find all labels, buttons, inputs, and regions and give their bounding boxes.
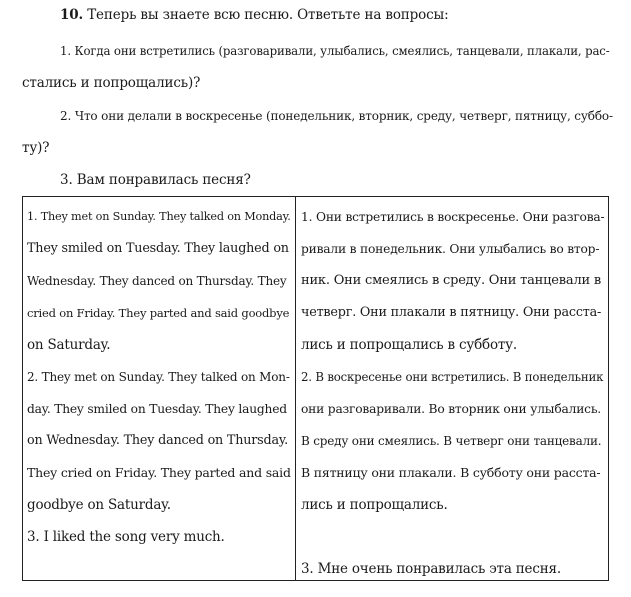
left-line: goodbye on Saturday. [27, 497, 171, 513]
question-1-line-1: 1. Когда они встретились (разговаривали, улыбались, смеялись, танцевали, плакали, рас- [60, 44, 610, 58]
left-line: on Wednesday. They danced on Thursday. [27, 433, 289, 448]
right-line: лись и попрощались. [301, 497, 448, 513]
left-line: 2. They met on Sunday. They talked on Mon- [27, 370, 290, 384]
answer-table [22, 196, 609, 581]
exercise-number: 10. [60, 7, 84, 23]
right-line: ник. Они смеялись в среду. Они танцевали в [301, 273, 602, 288]
exercise-heading [60, 6, 449, 24]
right-line: ривали в понедельник. Они улыбались во втор- [301, 242, 600, 256]
left-line: Wednesday. They danced on Thursday. They [27, 274, 287, 288]
right-line: 1. Они встретились в воскресенье. Они разгова- [301, 210, 605, 224]
right-line: четверг. Они плакали в пятницу. Они расста- [301, 305, 602, 320]
left-line: They cried on Friday. They parted and said [27, 465, 291, 480]
left-line: 3. I liked the song very much. [27, 529, 225, 545]
left-line: day. They smiled on Tuesday. They laughed [27, 402, 287, 416]
left-line: cried on Friday. They parted and said goodbye [27, 306, 290, 320]
left-line: on Saturday. [27, 337, 111, 353]
question-3: 3. Вам понравилась песня? [60, 172, 251, 188]
left-line: 1. They met on Sunday. They talked on Monday. [27, 210, 291, 223]
question-1-line-2: стались и попрощались)? [22, 75, 201, 91]
right-line: 2. В воскресенье они встретились. В понедельник [301, 370, 604, 384]
question-2-line-1: 2. Что они делали в воскресенье (понедельник, вторник, среду, четверг, пятницу, суббо- [60, 109, 613, 123]
right-line: лись и попрощались в субботу. [301, 337, 518, 353]
right-line: В среду они смеялись. В четверг они танцевали. [301, 434, 602, 448]
right-line: В пятницу они плакали. В субботу они расста- [301, 465, 601, 480]
right-line: они разговаривали. Во вторник они улыбались. [301, 402, 601, 416]
question-2-line-2: ту)? [22, 140, 50, 156]
left-line: They smiled on Tuesday. They laughed on [27, 241, 289, 256]
right-line: 3. Мне очень понравилась эта песня. [301, 561, 561, 577]
exercise-title: Теперь вы знаете всю песню. Ответьте на вопросы: [87, 7, 449, 23]
table-column-divider [295, 197, 296, 580]
